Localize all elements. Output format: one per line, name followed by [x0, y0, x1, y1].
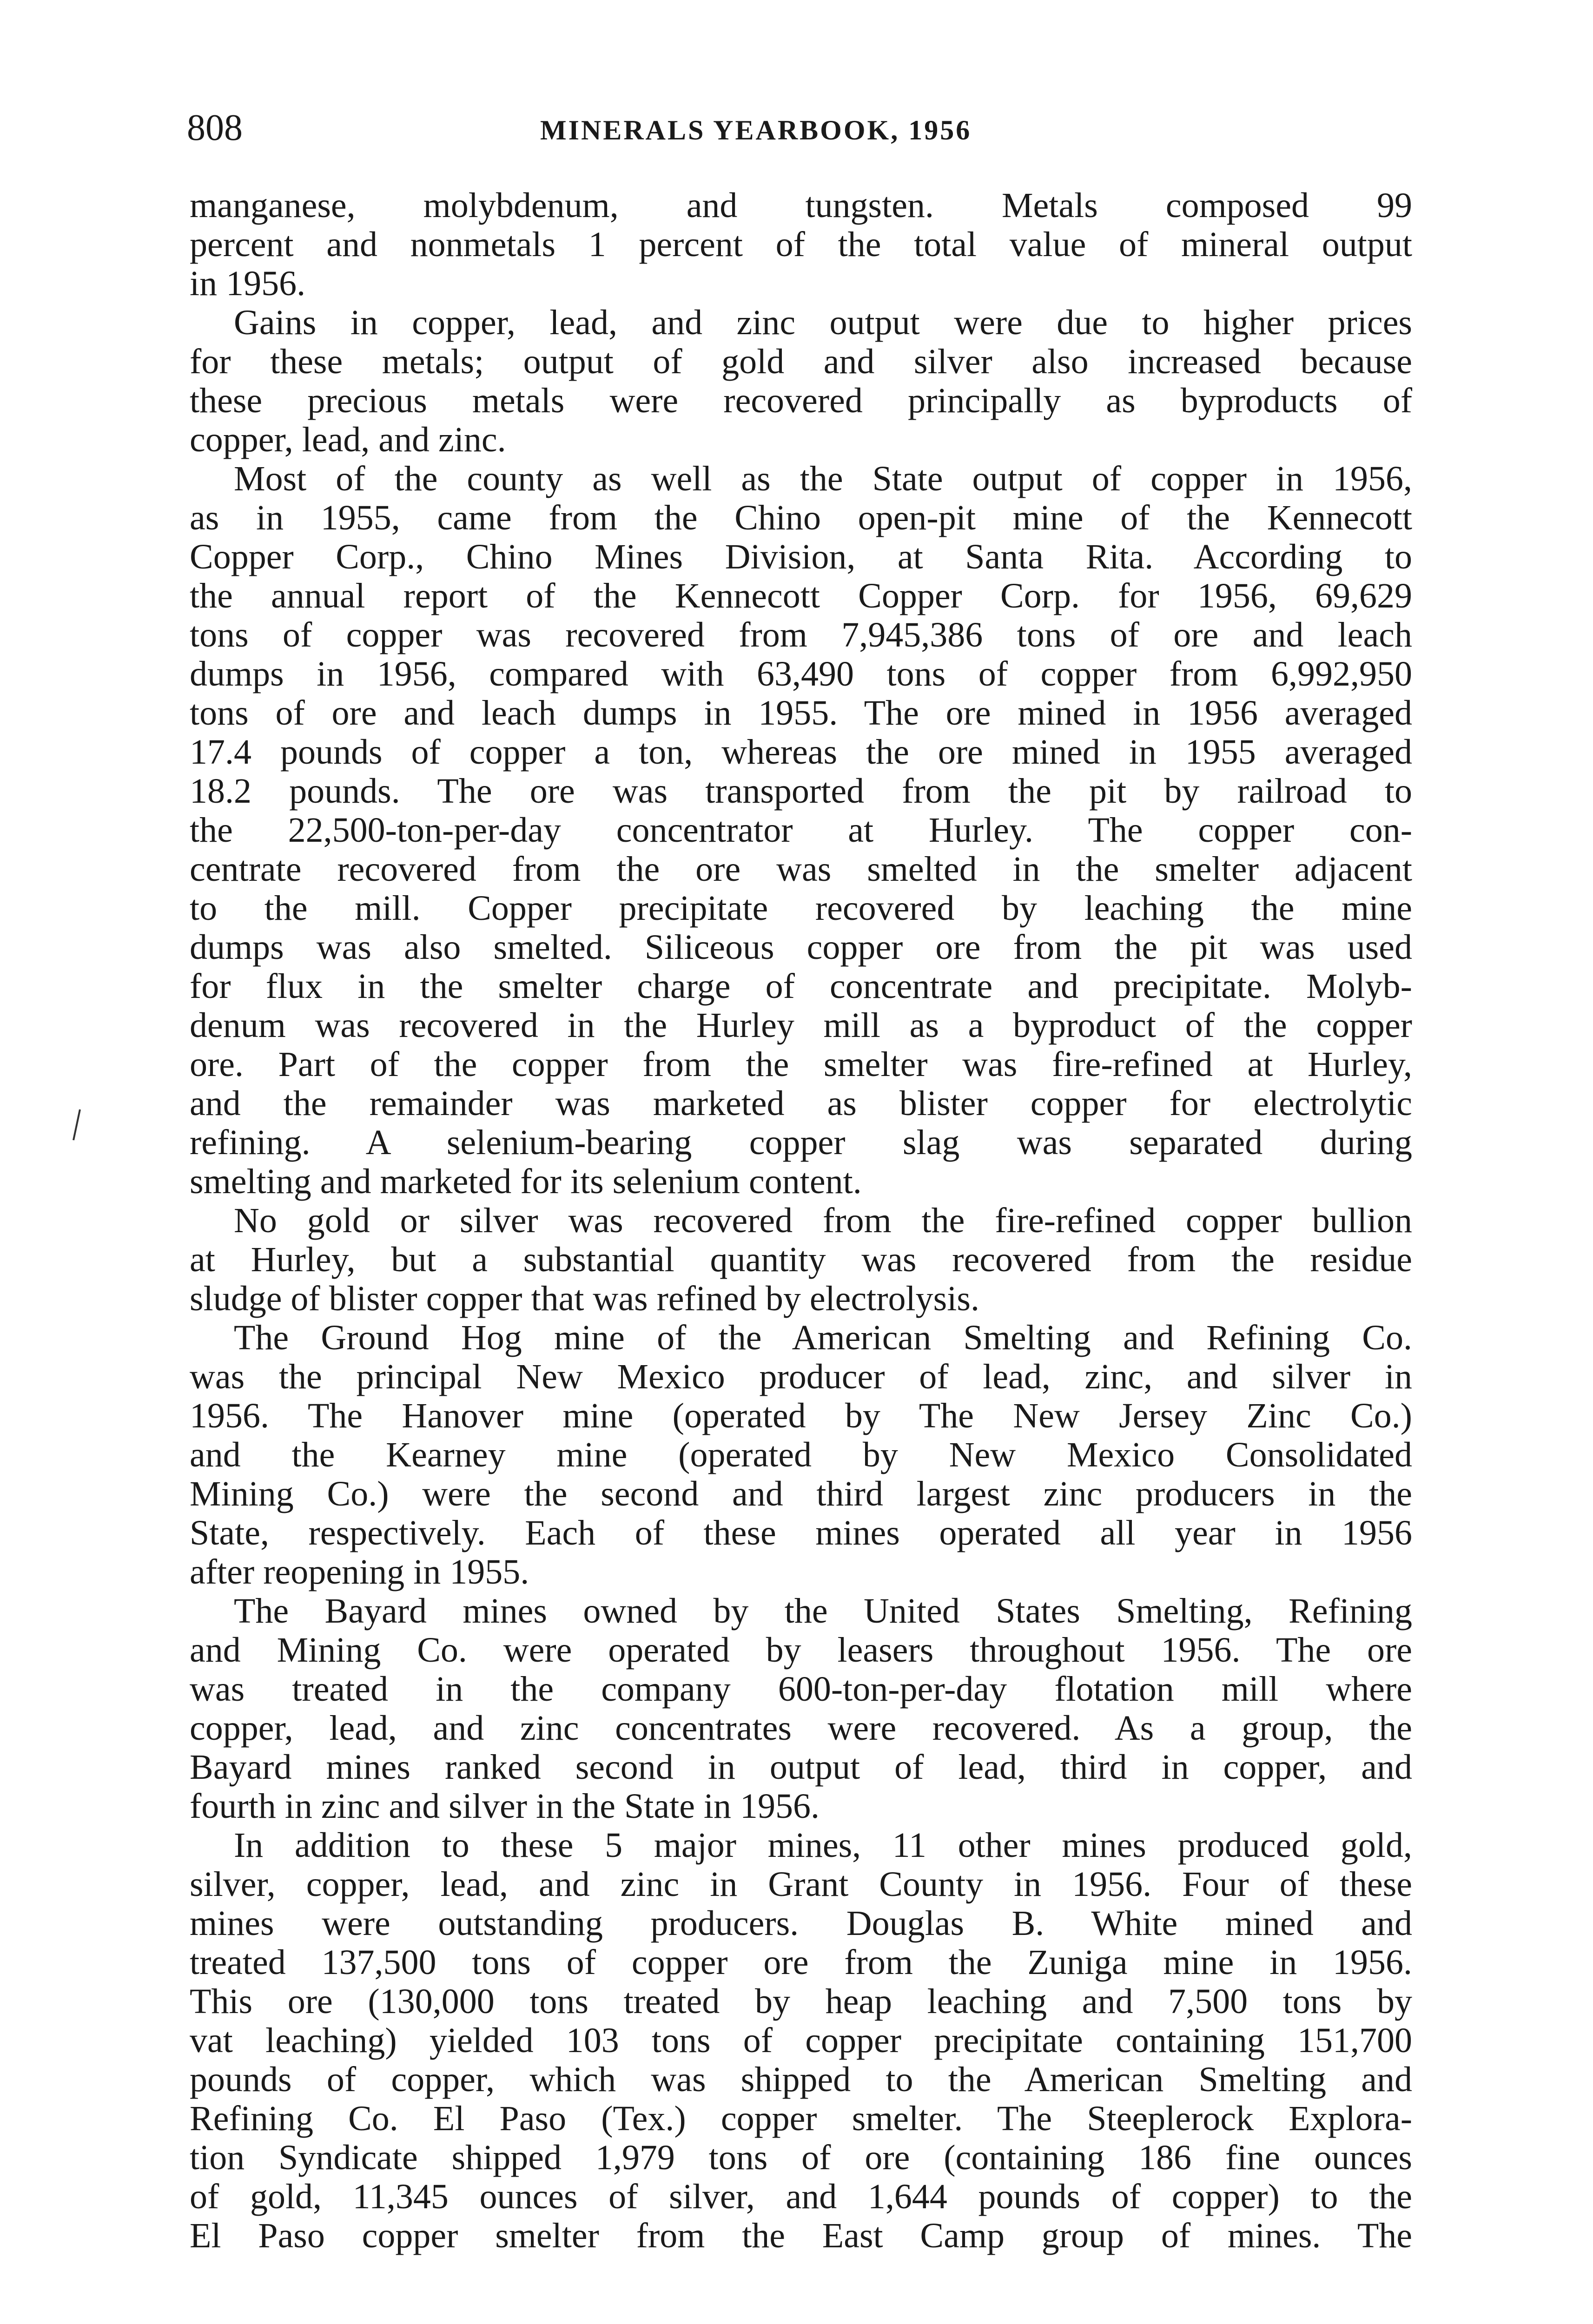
text-line: tons of ore and leach dumps in 1955. The ore mined in 1956 averaged — [190, 693, 1412, 733]
text-line: as in 1955, came from the Chino open-pit mine of the Kennecott — [190, 498, 1412, 537]
text-line: of gold, 11,345 ounces of silver, and 1,644 pounds of copper) to the — [190, 2177, 1412, 2216]
running-head: MINERALS YEARBOOK, 1956 — [540, 115, 972, 145]
text-line: denum was recovered in the Hurley mill as a byproduct of the copper — [190, 1006, 1412, 1045]
text-line: The Bayard mines owned by the United States Smelting, Refining — [234, 1591, 1412, 1631]
text-line: Refining Co. El Paso (Tex.) copper smelter. The Steeplerock Explora- — [190, 2099, 1412, 2138]
text-line: dumps in 1956, compared with 63,490 tons of copper from 6,992,950 — [190, 654, 1412, 693]
paragraph — [190, 459, 1412, 1201]
text-line: sludge of blister copper that was refined by electrolysis. — [190, 1279, 979, 1318]
page-number: 808 — [187, 107, 243, 148]
text-line: The Ground Hog mine of the American Smelting and Refining Co. — [234, 1318, 1412, 1357]
text-line: at Hurley, but a substantial quantity was recovered from the residue — [190, 1240, 1412, 1279]
text-line: 18.2 pounds. The ore was transported from the pit by railroad to — [190, 772, 1412, 811]
margin-pencil-mark — [70, 1109, 84, 1141]
text-line: the annual report of the Kennecott Copper Corp. for 1956, 69,629 — [190, 576, 1412, 615]
text-line: Bayard mines ranked second in output of lead, third in copper, and — [190, 1748, 1412, 1787]
text-line: treated 137,500 tons of copper ore from the Zuniga mine in 1956. — [190, 1943, 1412, 1982]
text-line: silver, copper, lead, and zinc in Grant County in 1956. Four of these — [190, 1865, 1412, 1904]
paragraph — [190, 1201, 1412, 1318]
page-header — [187, 105, 1419, 156]
text-line: and Mining Co. were operated by leasers throughout 1956. The ore — [190, 1631, 1412, 1670]
text-line: 1956. The Hanover mine (operated by The New Jersey Zinc Co.) — [190, 1396, 1412, 1435]
text-line: these precious metals were recovered principally as byproducts of — [190, 381, 1412, 420]
text-line: to the mill. Copper precipitate recovered by leaching the mine — [190, 889, 1412, 928]
text-line: State, respectively. Each of these mines operated all year in 1956 — [190, 1513, 1412, 1552]
paragraph — [190, 1591, 1412, 1826]
text-line: ore. Part of the copper from the smelter was fire-refined at Hurley, — [190, 1045, 1412, 1084]
text-line: copper, lead, and zinc concentrates were recovered. As a group, the — [190, 1709, 1412, 1748]
paragraph — [190, 1826, 1412, 2255]
text-line: centrate recovered from the ore was smelted in the smelter adjacent — [190, 850, 1412, 889]
text-line: pounds of copper, which was shipped to the American Smelting and — [190, 2060, 1412, 2099]
text-line: manganese, molybdenum, and tungsten. Metals composed 99 — [190, 186, 1412, 225]
text-line: and the remainder was marketed as blister copper for electrolytic — [190, 1084, 1412, 1123]
paragraph — [190, 1318, 1412, 1591]
text-line: Copper Corp., Chino Mines Division, at Santa Rita. According to — [190, 537, 1412, 576]
text-line: El Paso copper smelter from the East Camp group of mines. The — [190, 2216, 1412, 2255]
text-line: dumps was also smelted. Siliceous copper ore from the pit was used — [190, 928, 1412, 967]
text-line: tons of copper was recovered from 7,945,386 tons of ore and leach — [190, 615, 1412, 654]
body-text — [190, 186, 1412, 2255]
text-line: smelting and marketed for its selenium content. — [190, 1162, 862, 1201]
text-line: was the principal New Mexico producer of lead, zinc, and silver in — [190, 1357, 1412, 1396]
text-line: mines were outstanding producers. Douglas B. White mined and — [190, 1904, 1412, 1943]
text-line: tion Syndicate shipped 1,979 tons of ore (containing 186 fine ounces — [190, 2138, 1412, 2177]
text-line: 17.4 pounds of copper a ton, whereas the ore mined in 1955 averaged — [190, 733, 1412, 772]
text-line: for these metals; output of gold and silver also increased because — [190, 342, 1412, 381]
text-line: fourth in zinc and silver in the State in 1956. — [190, 1787, 820, 1826]
text-line: In addition to these 5 major mines, 11 other mines produced gold, — [234, 1826, 1412, 1865]
text-line: refining. A selenium-bearing copper slag was separated during — [190, 1123, 1412, 1162]
text-line: Most of the county as well as the State output of copper in 1956, — [234, 459, 1412, 498]
text-line: copper, lead, and zinc. — [190, 420, 506, 459]
text-line: and the Kearney mine (operated by New Mexico Consolidated — [190, 1435, 1412, 1474]
text-line: percent and nonmetals 1 percent of the total value of mineral output — [190, 225, 1412, 264]
text-line: in 1956. — [190, 264, 306, 303]
paragraph — [190, 303, 1412, 459]
text-line: This ore (130,000 tons treated by heap leaching and 7,500 tons by — [190, 1982, 1412, 2021]
text-line: after reopening in 1955. — [190, 1552, 529, 1591]
text-line: was treated in the company 600-ton-per-day flotation mill where — [190, 1670, 1412, 1709]
paragraph — [190, 186, 1412, 303]
text-line: Mining Co.) were the second and third largest zinc producers in the — [190, 1474, 1412, 1513]
text-line: Gains in copper, lead, and zinc output were due to higher prices — [234, 303, 1412, 342]
text-line: for flux in the smelter charge of concentrate and precipitate. Molyb- — [190, 967, 1412, 1006]
text-line: the 22,500-ton-per-day concentrator at Hurley. The copper con- — [190, 811, 1412, 850]
text-line: No gold or silver was recovered from the fire-refined copper bullion — [234, 1201, 1412, 1240]
text-line: vat leaching) yielded 103 tons of copper precipitate containing 151,700 — [190, 2021, 1412, 2060]
